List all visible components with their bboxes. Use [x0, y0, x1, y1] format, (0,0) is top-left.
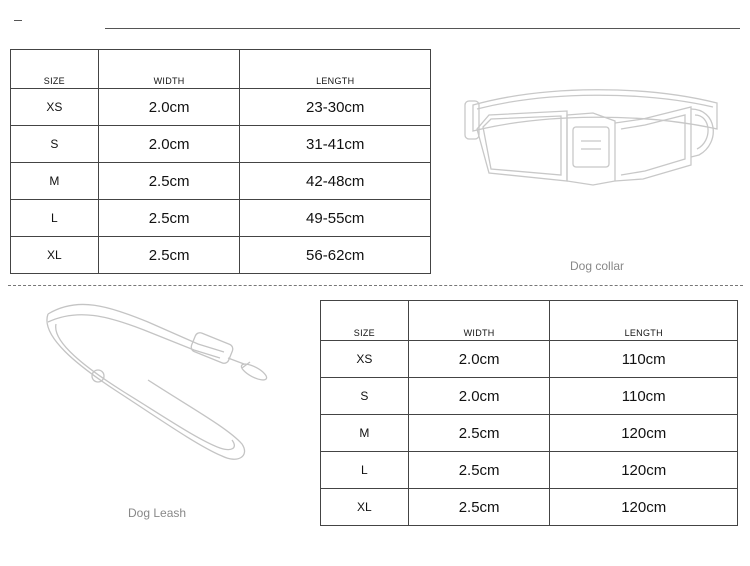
width-cell: 2.5cm: [408, 415, 550, 452]
header-length: LENGTH: [550, 301, 738, 341]
size-cell: XL: [11, 237, 99, 274]
top-divider: [105, 28, 740, 29]
table-row: [11, 200, 431, 237]
width-cell: 2.0cm: [98, 126, 240, 163]
table-row: [321, 341, 738, 378]
width-cell: 2.0cm: [98, 89, 240, 126]
size-cell: S: [321, 378, 409, 415]
leash-caption: Dog Leash: [128, 506, 187, 520]
width-cell: 2.5cm: [98, 163, 240, 200]
leash-size-table: [320, 300, 738, 526]
header-width: WIDTH: [408, 301, 550, 341]
table-row: [321, 378, 738, 415]
width-cell: 2.5cm: [408, 452, 550, 489]
length-cell: 110cm: [550, 341, 738, 378]
length-cell: 120cm: [550, 489, 738, 526]
width-cell: 2.0cm: [408, 378, 550, 415]
header-width: WIDTH: [98, 50, 240, 89]
length-cell: 31-41cm: [240, 126, 431, 163]
header-length: LENGTH: [240, 50, 431, 89]
size-cell: XS: [11, 89, 99, 126]
header-size: SIZE: [11, 50, 99, 89]
length-cell: 49-55cm: [240, 200, 431, 237]
size-cell: XS: [321, 341, 409, 378]
length-cell: 56-62cm: [240, 237, 431, 274]
size-cell: M: [321, 415, 409, 452]
table-header-row: [11, 50, 431, 89]
table-row: [321, 415, 738, 452]
width-cell: 2.5cm: [408, 489, 550, 526]
table-row: [11, 163, 431, 200]
width-cell: 2.5cm: [98, 200, 240, 237]
length-cell: 42-48cm: [240, 163, 431, 200]
table-row: [321, 452, 738, 489]
table-row: [11, 126, 431, 163]
width-cell: 2.0cm: [408, 341, 550, 378]
collar-caption: Dog collar: [570, 259, 625, 273]
table-row: [11, 237, 431, 274]
size-cell: XL: [321, 489, 409, 526]
table-row: [11, 89, 431, 126]
length-cell: 120cm: [550, 452, 738, 489]
width-cell: 2.5cm: [98, 237, 240, 274]
size-cell: S: [11, 126, 99, 163]
section-divider: [8, 285, 743, 286]
collar-size-table: [10, 49, 431, 274]
dog-leash-illustration: [38, 296, 270, 472]
dog-collar-illustration: [455, 85, 730, 210]
table-header-row: [321, 301, 738, 341]
header-size: SIZE: [321, 301, 409, 341]
size-cell: L: [321, 452, 409, 489]
table-row: [321, 489, 738, 526]
size-cell: L: [11, 200, 99, 237]
top-corner-mark: [14, 20, 22, 21]
size-cell: M: [11, 163, 99, 200]
length-cell: 120cm: [550, 415, 738, 452]
length-cell: 110cm: [550, 378, 738, 415]
length-cell: 23-30cm: [240, 89, 431, 126]
